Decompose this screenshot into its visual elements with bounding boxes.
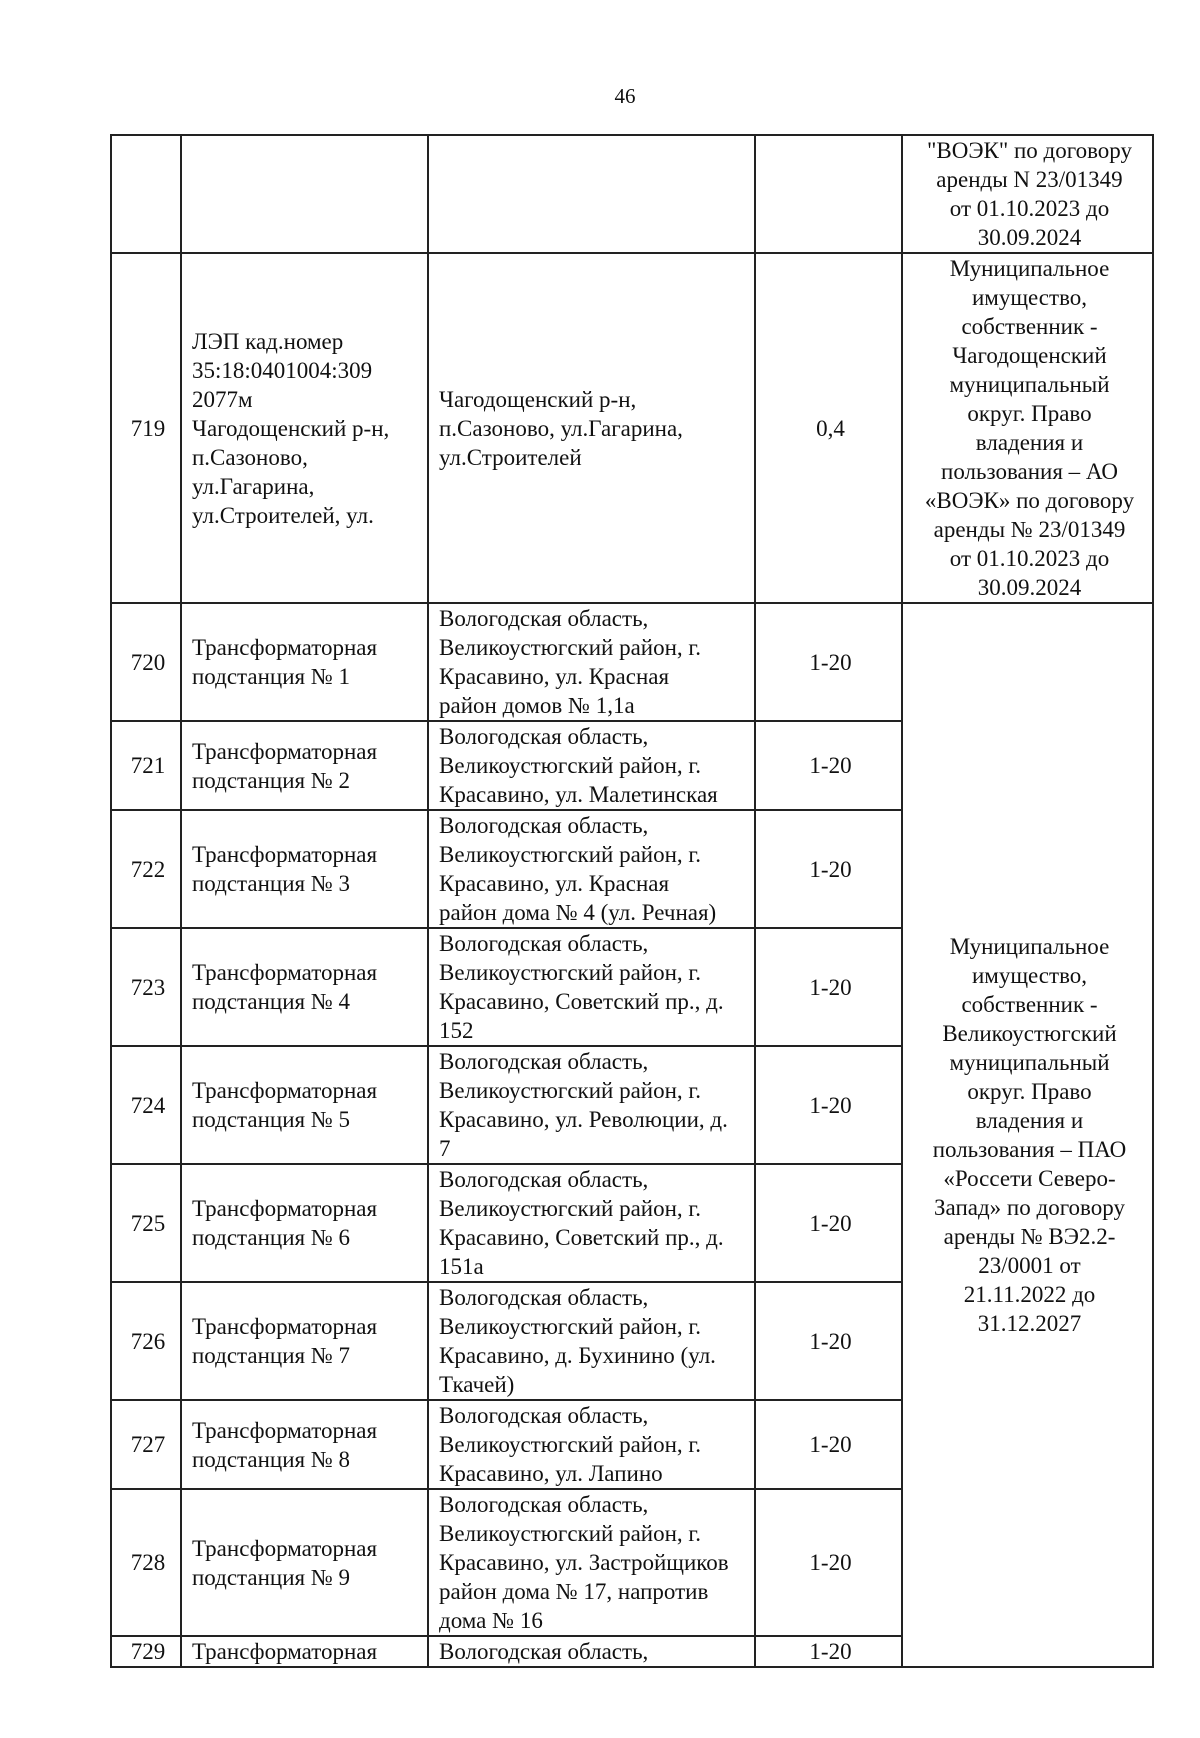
address-cell: Вологодская область, Великоустюгский район, г. Красавино, ул. Застройщиков район дома № 17, напротив дома № 16 [428, 1489, 755, 1636]
page-number: 46 [614, 84, 636, 108]
length-cell: 1-20 [755, 1400, 902, 1489]
rights-cell: "ВОЭК" по договору аренды N 23/01349 от 01.10.2023 до 30.09.2024 [902, 135, 1153, 253]
row-number-cell [111, 135, 181, 253]
row-number-cell: 724 [111, 1046, 181, 1164]
property-registry-table [110, 134, 1154, 1668]
table-row [111, 253, 1153, 603]
address-cell [428, 135, 755, 253]
length-cell: 1-20 [755, 928, 902, 1046]
length-cell [755, 135, 902, 253]
address-cell: Чагодощенский р-н, п.Сазоново, ул.Гагарина, ул.Строителей [428, 253, 755, 603]
address-cell: Вологодская область, Великоустюгский район, г. Красавино, ул. Малетинская [428, 721, 755, 810]
object-name-cell [181, 135, 428, 253]
length-cell: 1-20 [755, 1164, 902, 1282]
object-name-cell: Трансформаторная подстанция № 4 [181, 928, 428, 1046]
address-cell: Вологодская область, Великоустюгский район, г. Красавино, ул. Революции, д. 7 [428, 1046, 755, 1164]
row-number-cell: 725 [111, 1164, 181, 1282]
length-cell: 1-20 [755, 721, 902, 810]
object-name-cell: Трансформаторная подстанция № 5 [181, 1046, 428, 1164]
row-number-cell: 723 [111, 928, 181, 1046]
row-number-cell: 727 [111, 1400, 181, 1489]
row-number-cell: 721 [111, 721, 181, 810]
object-name-cell: Трансформаторная подстанция № 7 [181, 1282, 428, 1400]
rights-cell-merged: Муниципальное имущество, собственник - Великоустюгский муниципальный округ. Право владения и пользования – ПАО «Россети Северо- Запад» по договору аренды № ВЭ2.2- 23/0001 от 21.11.2022 до 31.12.2027 [902, 603, 1153, 1667]
object-name-cell: Трансформаторная подстанция № 3 [181, 810, 428, 928]
length-cell: 1-20 [755, 1046, 902, 1164]
length-cell: 1-20 [755, 1636, 902, 1667]
object-name-cell: Трансформаторная [181, 1636, 428, 1667]
length-cell: 1-20 [755, 810, 902, 928]
address-cell: Вологодская область, Великоустюгский район, г. Красавино, Советский пр., д. 152 [428, 928, 755, 1046]
object-name-cell: Трансформаторная подстанция № 1 [181, 603, 428, 721]
object-name-cell: Трансформаторная подстанция № 6 [181, 1164, 428, 1282]
length-cell: 1-20 [755, 603, 902, 721]
length-cell: 0,4 [755, 253, 902, 603]
rights-cell: Муниципальное имущество, собственник - Чагодощенский муниципальный округ. Право владения и пользования – АО «ВОЭК» по договору аренды № 23/01349 от 01.10.2023 до 30.09.2024 [902, 253, 1153, 603]
length-cell: 1-20 [755, 1489, 902, 1636]
address-cell: Вологодская область, Великоустюгский район, г. Красавино, ул. Красная район дома № 4 (ул. Речная) [428, 810, 755, 928]
object-name-cell: ЛЭП кад.номер 35:18:0401004:309 2077м Чагодощенский р-н, п.Сазоново, ул.Гагарина, ул.Строителей, ул. [181, 253, 428, 603]
address-cell: Вологодская область, Великоустюгский район, г. Красавино, ул. Красная район домов № 1,1а [428, 603, 755, 721]
address-cell: Вологодская область, Великоустюгский район, г. Красавино, Советский пр., д. 151а [428, 1164, 755, 1282]
table-row [111, 603, 1153, 721]
row-number-cell: 728 [111, 1489, 181, 1636]
object-name-cell: Трансформаторная подстанция № 2 [181, 721, 428, 810]
row-number-cell: 726 [111, 1282, 181, 1400]
address-cell: Вологодская область, Великоустюгский район, г. Красавино, д. Бухинино (ул. Ткачей) [428, 1282, 755, 1400]
row-number-cell: 729 [111, 1636, 181, 1667]
table-row [111, 135, 1153, 253]
row-number-cell: 722 [111, 810, 181, 928]
row-number-cell: 720 [111, 603, 181, 721]
address-cell: Вологодская область, Великоустюгский район, г. Красавино, ул. Лапино [428, 1400, 755, 1489]
object-name-cell: Трансформаторная подстанция № 9 [181, 1489, 428, 1636]
address-cell: Вологодская область, [428, 1636, 755, 1667]
length-cell: 1-20 [755, 1282, 902, 1400]
row-number-cell: 719 [111, 253, 181, 603]
object-name-cell: Трансформаторная подстанция № 8 [181, 1400, 428, 1489]
